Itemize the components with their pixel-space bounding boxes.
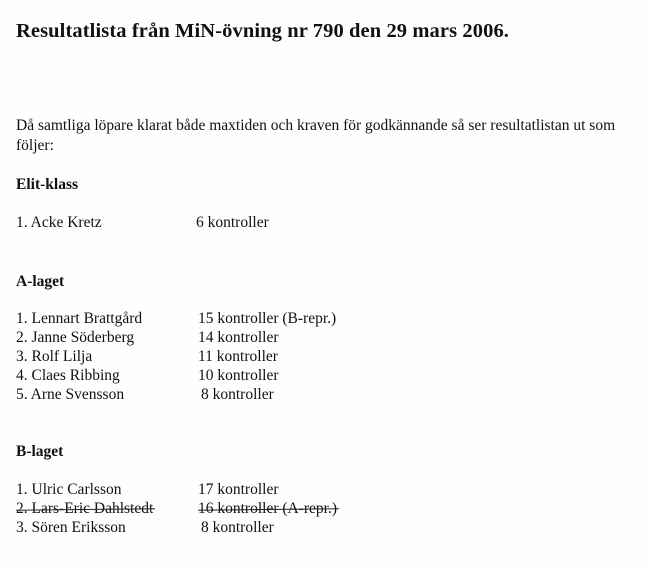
runner-name-struck: 2. Lars-Eric Dahlstedt <box>16 500 154 517</box>
section-heading-b-laget: B-laget <box>16 443 64 460</box>
runner-result-struck: 16 kontroller (A-repr.) <box>198 500 338 517</box>
runner-result: 11 kontroller <box>198 348 278 365</box>
runner-name: 4. Claes Ribbing <box>16 367 120 384</box>
section-heading-elit: Elit-klass <box>16 176 79 193</box>
section-heading-a-laget: A-laget <box>16 273 65 290</box>
runner-name: 3. Rolf Lilja <box>16 348 93 365</box>
runner-result: 17 kontroller <box>198 481 279 498</box>
runner-name: 2. Janne Söderberg <box>16 329 135 346</box>
runner-name: 3. Sören Eriksson <box>16 519 126 536</box>
runner-result: 8 kontroller <box>201 386 274 403</box>
runner-result: 14 kontroller <box>198 329 279 346</box>
runner-name: 5. Arne Svensson <box>16 386 125 403</box>
runner-name: 1. Ulric Carlsson <box>16 481 122 498</box>
runner-result: 6 kontroller <box>196 214 269 231</box>
intro-paragraph: Då samtliga löpare klarat både maxtiden och kraven för godkännande så ser resultatlistan ut som följer: <box>16 117 616 154</box>
runner-result: 15 kontroller (B-repr.) <box>198 310 337 327</box>
runner-result: 10 kontroller <box>198 367 279 384</box>
runner-name: 1. Acke Kretz <box>16 214 102 231</box>
runner-result: 8 kontroller <box>201 519 274 536</box>
document-title: Resultatlista från MiN-övning nr 790 den 29 mars 2006. <box>16 20 510 42</box>
runner-name: 1. Lennart Brattgård <box>16 310 143 327</box>
